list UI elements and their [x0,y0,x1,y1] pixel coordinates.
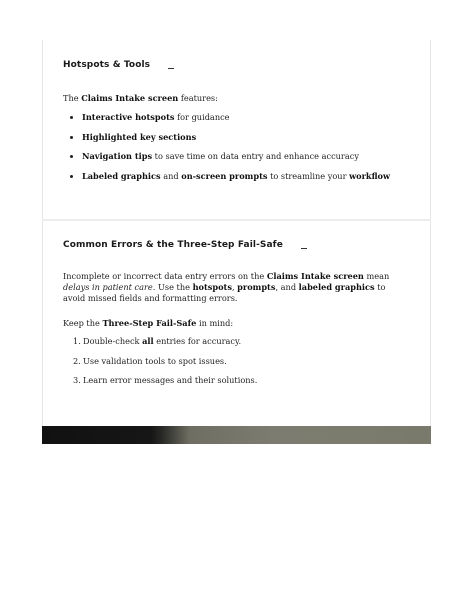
step-text: Learn error messages and their solutions. [83,375,258,385]
item-text: to streamline your [267,170,350,181]
collapse-icon[interactable] [168,68,174,69]
section-title: Common Errors & the Three-Step Fail-Safe [63,240,283,250]
para-text: , [231,282,238,292]
para-text: , and [275,282,299,292]
media-image-strip [42,426,431,444]
failsafe-intro [63,318,410,329]
list-item [63,336,416,356]
para-text: Incomplete or incorrect data entry errors on the [63,271,267,281]
item-bold: on-screen prompts [181,170,268,181]
step-number: 1. [73,336,81,346]
step-text: entries for accuracy. [153,336,242,346]
common-errors-section [42,221,431,427]
para-text: Use the [155,282,193,292]
common-errors-header[interactable] [63,240,307,250]
item-bold: Interactive hotspots [82,112,175,122]
para-bold: prompts [237,282,276,292]
list-item [63,112,416,132]
failsafe-steps-list [63,336,416,395]
list-item [63,356,416,376]
section-intro [63,93,410,104]
step-text: Use validation tools to spot issues. [83,355,227,366]
para-text: in mind: [196,318,234,328]
para-text: mean [363,271,390,281]
item-bold: Navigation tips [82,151,153,161]
step-text: Double-check [83,336,143,346]
intro-text-end: features: [178,93,218,103]
list-item [63,151,416,171]
collapse-icon[interactable] [301,248,307,249]
intro-text: The [63,93,82,103]
para-italic: delays in patient care. [63,282,156,292]
para-text: Keep the [63,318,103,328]
item-bold: Labeled graphics [82,170,161,181]
hotspots-tools-header[interactable] [63,60,174,70]
step-bold: all [142,336,154,346]
step-number: 3. [73,375,81,385]
errors-paragraph [63,271,410,304]
list-item [63,171,416,191]
para-bold: hotspots [192,282,232,292]
list-item [63,375,416,395]
item-text: to save time on data entry and enhance accuracy [152,151,359,161]
list-item [63,132,416,152]
para-bold: Claims Intake screen [266,271,364,281]
item-text: for guidance [174,112,230,122]
step-number: 2. [73,355,81,366]
item-bold: Highlighted key sections [82,131,197,142]
hotspots-tools-section [42,40,431,220]
section-title: Hotspots & Tools [63,60,151,70]
para-text: to avoid missed fields and formatting errors. [63,282,386,303]
item-bold: workflow [349,170,391,181]
para-bold: Three-Step Fail-Safe [102,318,197,328]
features-list [63,112,416,190]
intro-bold: Claims Intake screen [81,93,179,103]
para-bold: labeled graphics [298,282,375,292]
item-text: and [160,170,182,181]
